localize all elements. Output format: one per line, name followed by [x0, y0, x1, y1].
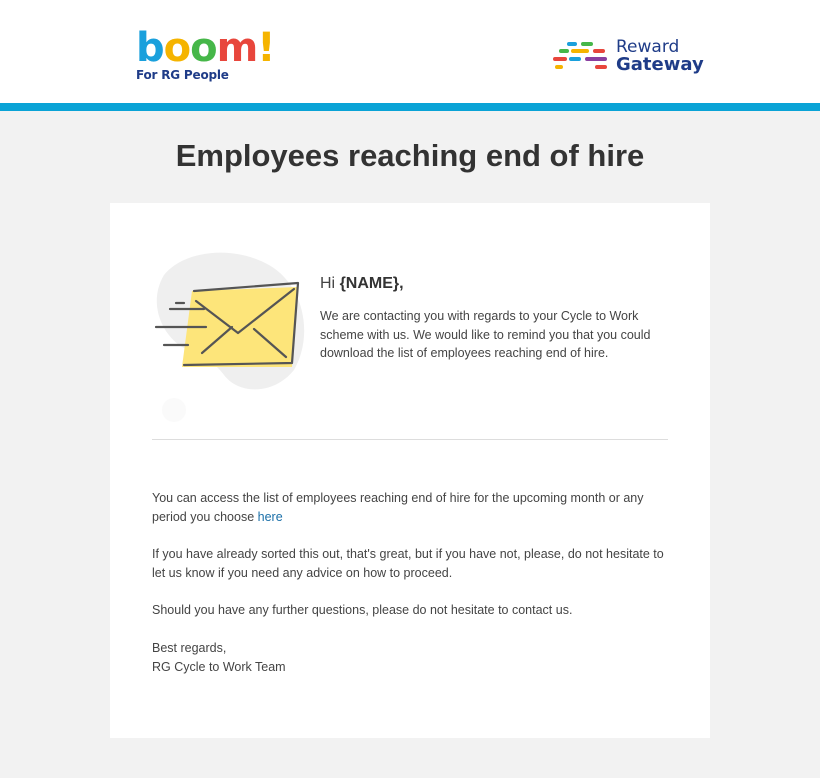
boom-tagline: For RG People — [136, 68, 229, 82]
divider — [152, 439, 668, 440]
header-accent-bar — [0, 103, 820, 111]
intro-paragraph: We are contacting you with regards to your Cycle to Work scheme with us. We would like to remind you that you could download the list of employees reaching end of hire. — [320, 309, 651, 360]
boom-wordmark — [136, 25, 275, 71]
envelope-icon — [154, 245, 314, 425]
boom-letter: m — [216, 25, 258, 71]
reward-gateway-mark-icon — [553, 40, 609, 72]
boom-letter: o — [190, 25, 217, 71]
email-header — [0, 0, 820, 103]
here-link[interactable]: here — [257, 510, 283, 524]
questions-paragraph: Should you have any further questions, please do not hesitate to contact us. — [152, 603, 573, 617]
email-card — [110, 203, 710, 738]
reward-gateway-line1: Reward — [616, 37, 680, 57]
team-signature: RG Cycle to Work Team — [152, 660, 286, 674]
reward-gateway-wordmark — [616, 38, 736, 74]
greeting-prefix: Hi — [320, 275, 340, 292]
boom-letter: b — [136, 25, 164, 71]
reward-gateway-line2: Gateway — [616, 54, 704, 75]
access-text: You can access the list of employees reaching end of hire for the upcoming month or any period you choose — [152, 491, 644, 524]
greeting — [320, 275, 404, 293]
sorted-paragraph: If you have already sorted this out, that's great, but if you have not, please, do not hesitate to let us know if you need any advice on how to proceed. — [152, 547, 664, 580]
page-title: Employees reaching end of hire — [175, 138, 645, 173]
signoff: Best regards, — [152, 641, 227, 655]
boom-logo — [136, 25, 275, 82]
access-paragraph — [152, 489, 672, 527]
boom-letter: ! — [257, 25, 275, 71]
recipient-name: {NAME}, — [339, 275, 404, 292]
boom-letter: o — [163, 25, 191, 71]
signoff-block — [152, 639, 672, 677]
